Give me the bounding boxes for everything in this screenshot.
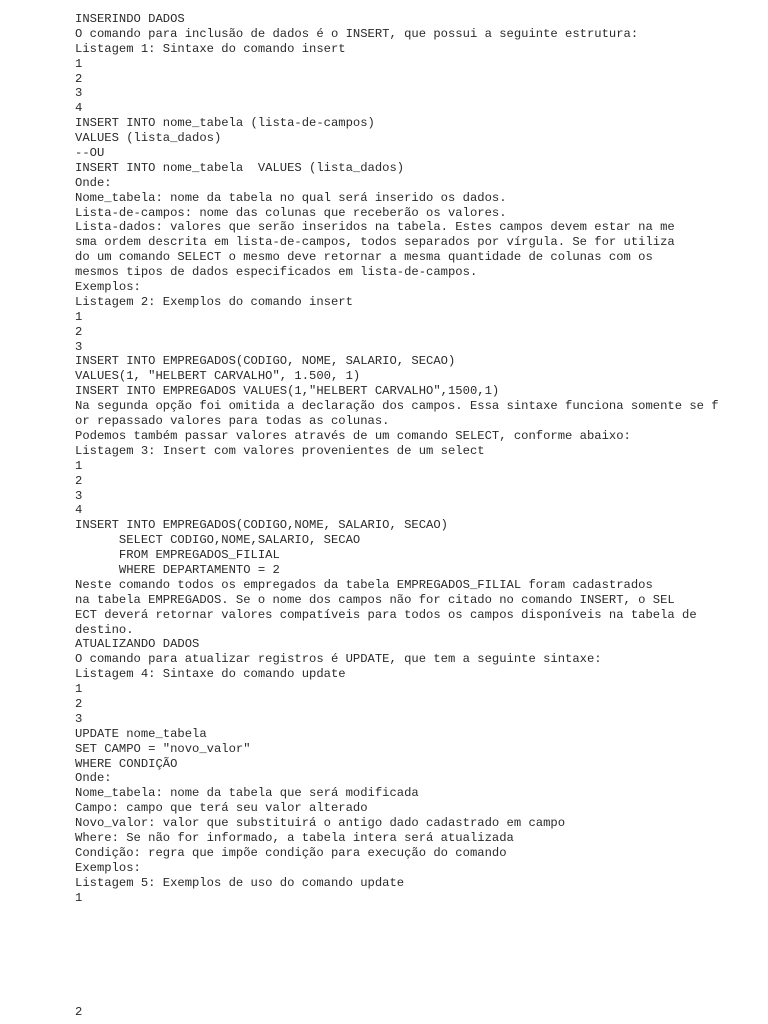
document-line: na tabela EMPREGADOS. Se o nome dos campos não for citado no comando INSERT, o SEL [75, 592, 675, 607]
document-line: INSERT INTO EMPREGADOS(CODIGO,NOME, SALARIO, SECAO) [75, 518, 448, 533]
document-line: Neste comando todos os empregados da tabela EMPREGADOS_FILIAL foram cadastrados [75, 577, 653, 592]
document-line: 3 [75, 339, 83, 354]
document-line: INSERT INTO nome_tabela (lista-de-campos) [75, 116, 375, 131]
document-line: 2 [75, 71, 83, 86]
document-line: Lista-de-campos: nome das colunas que receberão os valores. [75, 205, 507, 220]
document-line: WHERE CONDIÇÃO [75, 756, 178, 771]
document-line: 1 [75, 309, 83, 324]
document-line: VALUES (lista_dados) [75, 131, 222, 146]
document-line: INSERT INTO EMPREGADOS VALUES(1,"HELBERT CARVALHO",1500,1) [75, 384, 500, 399]
document-line: INSERINDO DADOS [75, 12, 185, 26]
document-line: 1 [75, 458, 83, 473]
document-line: Where: Se não for informado, a tabela intera será atualizada [75, 830, 514, 845]
document-line: 1 [75, 56, 83, 71]
document-line: Campo: campo que terá seu valor alterado [75, 801, 368, 816]
document-line: sma ordem descrita em lista-de-campos, todos separados por vírgula. Se for utiliza [75, 235, 675, 250]
document-line: INSERT INTO nome_tabela VALUES (lista_dados) [75, 160, 405, 175]
document-line: 1 [75, 890, 83, 905]
document-line: SELECT CODIGO,NOME,SALARIO, SECAO [75, 533, 361, 548]
document-line: Listagem 3: Insert com valores provenientes de um select [75, 443, 485, 458]
document-line: Listagem 2: Exemplos do comando insert [75, 294, 353, 309]
document-line: Nome_tabela: nome da tabela que será modificada [75, 786, 419, 801]
document-line: 2 [75, 324, 83, 339]
document-line: O comando para inclusão de dados é o INSERT, que possui a seguinte estrutura: [75, 26, 639, 41]
document-line: mesmos tipos de dados especificados em lista-de-campos. [75, 265, 478, 280]
document-line: SET CAMPO = "novo_valor" [75, 741, 251, 756]
document-line: FROM EMPREGADOS_FILIAL [75, 548, 280, 563]
document-line: or repassado valores para todas as colunas. [75, 414, 390, 429]
document-line: Exemplos: [75, 860, 141, 875]
document-line: Onde: [75, 771, 112, 786]
document-line: Exemplos: [75, 280, 141, 295]
document-line: 3 [75, 711, 83, 726]
document-line: 4 [75, 503, 83, 518]
document-line: Listagem 4: Sintaxe do comando update [75, 667, 346, 682]
document-line: --OU [75, 146, 105, 161]
document-line: 2 [75, 473, 83, 488]
document-line: 1 [75, 682, 83, 697]
document-line: INSERT INTO EMPREGADOS(CODIGO, NOME, SALARIO, SECAO) [75, 354, 456, 369]
document-line: Listagem 1: Sintaxe do comando insert [75, 41, 346, 56]
document-line: 3 [75, 86, 83, 101]
document-line: WHERE DEPARTAMENTO = 2 [75, 562, 280, 577]
document-line: ATUALIZANDO DADOS [75, 637, 200, 652]
document-line: Condição: regra que impõe condição para execução do comando [75, 845, 507, 860]
document-line: Novo_valor: valor que substituirá o antigo dado cadastrado em campo [75, 816, 566, 831]
document-line: Na segunda opção foi omitida a declaração dos campos. Essa sintaxe funciona somente se f [75, 399, 719, 414]
document-line: Nome_tabela: nome da tabela no qual será inserido os dados. [75, 190, 507, 205]
page-footer-number: 2 [75, 1005, 83, 1019]
document-line: UPDATE nome_tabela [75, 726, 207, 741]
document-line: 3 [75, 488, 83, 503]
document-line: Podemos também passar valores através de um comando SELECT, conforme abaixo: [75, 428, 631, 443]
document-body [75, 12, 755, 905]
document-line: Listagem 5: Exemplos de uso do comando update [75, 875, 405, 890]
document-line: ECT deverá retornar valores compatíveis para todos os campos disponíveis na tabela de [75, 607, 697, 622]
document-line: Onde: [75, 175, 112, 190]
document-line: 4 [75, 101, 83, 116]
document-line: 2 [75, 696, 83, 711]
document-line: destino. [75, 622, 134, 637]
document-line: O comando para atualizar registros é UPDATE, que tem a seguinte sintaxe: [75, 652, 602, 667]
document-line: Lista-dados: valores que serão inseridos na tabela. Estes campos devem estar na me [75, 220, 675, 235]
document-line: do um comando SELECT o mesmo deve retornar a mesma quantidade de colunas com os [75, 250, 653, 265]
document-line: VALUES(1, "HELBERT CARVALHO", 1.500, 1) [75, 369, 361, 384]
